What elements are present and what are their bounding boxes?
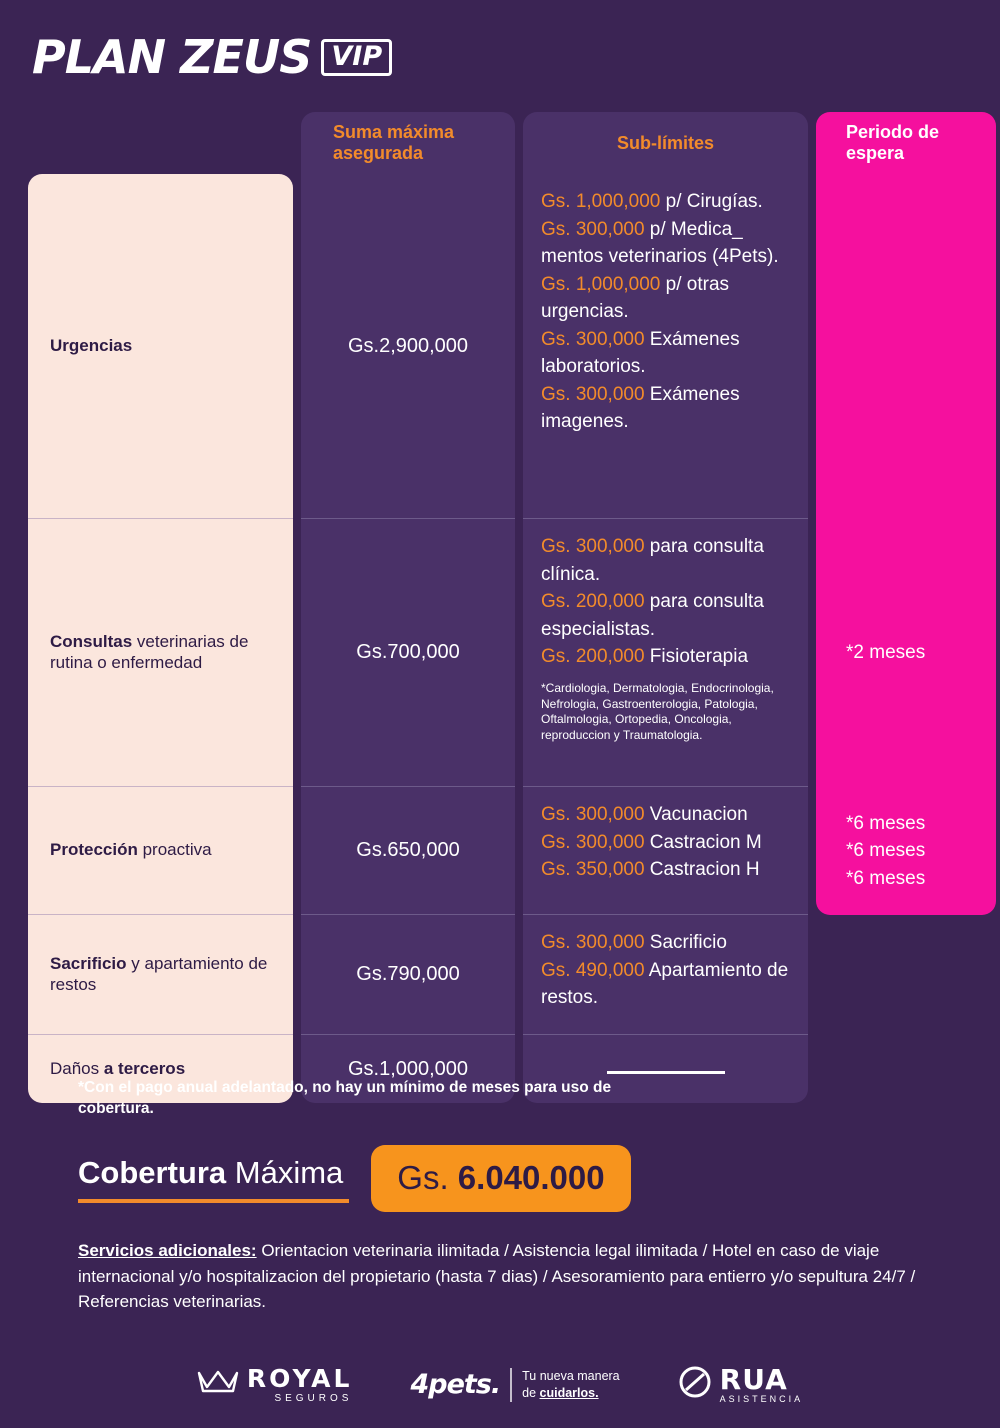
vip-badge: VIP — [321, 39, 392, 76]
table-column-max-sum — [301, 112, 515, 1103]
additional-services-text: Orientacion veterinaria ilimitada / Asistencia legal ilimitada / Hotel en caso de viaje internacional y/o hospitalizacion del propietario (hasta 7 dias) / Asesoramiento para entierro y/o sepultura 24/7 / Referencias veterinarias. — [78, 1241, 916, 1311]
footer-logos — [0, 1362, 1000, 1404]
wait-text: *6 meses — [846, 840, 926, 862]
concept-rest: proactiva — [137, 840, 212, 860]
pets-name: 4pets. — [410, 1369, 501, 1400]
table-row — [28, 915, 293, 1035]
sublimit-amount: Gs. 1,000,000 — [541, 273, 661, 295]
table-column-concepts — [28, 112, 293, 1103]
sublimit-amount: Gs. 1,000,000 — [541, 191, 661, 212]
sublimit-text: Apartamiento de restos. — [541, 959, 789, 1009]
sublimit-text: Fisioterapia — [644, 646, 749, 668]
coverage-label-rest: Máxima — [226, 1154, 344, 1190]
divider — [510, 1368, 512, 1402]
header-line-2: asegurada — [333, 143, 424, 163]
pets-tagline-line2-bold: cuidarlos. — [539, 1385, 599, 1400]
royal-name: ROYAL — [246, 1363, 353, 1393]
royal-subtitle: SEGUROS — [274, 1392, 353, 1404]
coverage-label — [78, 1155, 349, 1203]
column-header-max-sum — [301, 112, 515, 174]
logo-rua-asistencia — [678, 1362, 804, 1404]
sublimit-amount: Gs. 300,000 — [541, 383, 645, 405]
table-column-sublimits — [523, 112, 808, 1103]
sublimit-amount: Gs. 200,000 — [541, 646, 645, 668]
header-line-2: espera — [846, 143, 905, 163]
wait-cell — [816, 787, 996, 915]
concept-bold: Consultas — [50, 632, 133, 652]
column-header-waiting-period — [816, 112, 996, 174]
sublimits-cell — [523, 519, 808, 787]
table-row — [28, 519, 293, 787]
sublimit-amount: Gs. 350,000 — [541, 859, 645, 881]
sum-cell: Gs.650,000 — [301, 787, 515, 915]
concept-bold: Protección — [50, 840, 138, 860]
sublimit-text: p/ Cirugías. — [660, 191, 763, 212]
sublimit-text: p/ otras urgencias. — [541, 273, 730, 323]
header-line-1: Periodo de — [846, 122, 940, 143]
wait-text: *2 meses — [846, 642, 926, 664]
wait-text: *6 meses — [846, 867, 926, 889]
column-header-sublimits: Sub-límites — [523, 112, 808, 174]
sublimits-cell — [523, 174, 808, 519]
sublimit-amount: Gs. 300,000 — [541, 932, 645, 953]
plan-title-text: PLAN ZEUS — [32, 30, 312, 84]
logo-4pets — [410, 1368, 619, 1402]
pets-tagline-line2-prefix: de — [522, 1385, 540, 1400]
sublimit-text: Castracion M — [644, 831, 762, 853]
concept-plain: Daños — [50, 1058, 104, 1078]
sum-cell: Gs.2,900,000 — [301, 174, 515, 519]
rua-mark-icon — [678, 1365, 712, 1404]
sublimit-amount: Gs. 300,000 — [541, 804, 645, 825]
logo-royal-seguros — [197, 1363, 353, 1404]
sublimit-amount: Gs. 300,000 — [541, 218, 645, 240]
crown-icon — [197, 1369, 239, 1400]
column-header-concepts — [28, 112, 293, 174]
concept-bold: a terceros — [103, 1058, 186, 1078]
sublimits-cell — [523, 787, 808, 915]
sublimit-text: p/ Medica_ mentos veterinarios (4Pets). — [541, 218, 779, 268]
pets-tagline-line1: Tu nueva manera — [522, 1369, 620, 1384]
sublimit-amount: Gs. 200,000 — [541, 591, 645, 613]
sublimit-amount: Gs. 300,000 — [541, 831, 645, 853]
page-title — [32, 30, 392, 84]
specialties-note: *Cardiologia, Dermatologia, Endocrinologia, Nefrologia, Gastroenterologia, Patologia, Oftalmologia, Ortopedia, Oncologia, reproduccion y Traumatologia. — [541, 680, 774, 743]
header-line-1: Suma máxima — [333, 122, 455, 143]
footnote: *Con el pago anual adelantado, no hay un mínimo de meses para uso de cobertura. — [78, 1079, 612, 1117]
pets-tagline — [522, 1368, 620, 1401]
table-column-waiting-period — [816, 112, 996, 1103]
sum-cell: Gs.1,000,000 — [347, 1057, 469, 1080]
empty-dash — [607, 1071, 725, 1074]
additional-services-label: Servicios adicionales: — [78, 1241, 257, 1260]
sum-cell: Gs.790,000 — [301, 915, 515, 1035]
wait-cell — [816, 519, 996, 787]
rua-name: RUA — [719, 1362, 788, 1396]
sublimit-amount: Gs. 300,000 — [541, 536, 645, 557]
sublimit-text: Exámenes imagenes. — [541, 383, 740, 433]
sublimit-text: Sacrificio — [644, 932, 727, 953]
sublimit-amount: Gs. 490,000 — [541, 959, 645, 981]
wait-cell-empty — [816, 174, 996, 519]
concept-rest: veterinarias de rutina o enfermedad — [50, 632, 249, 672]
coverage-table — [28, 112, 972, 1103]
sublimit-text: para consulta especialistas. — [541, 591, 764, 640]
sublimit-text: para consulta clínica. — [541, 536, 764, 585]
table-row — [28, 174, 293, 519]
rua-subtitle: ASISTENCIA — [719, 1393, 804, 1404]
sublimits-cell — [523, 915, 808, 1035]
coverage-amount-value: 6.040.000 — [457, 1159, 605, 1196]
concept-bold: Urgencias — [50, 335, 133, 355]
coverage-amount-badge — [371, 1145, 630, 1212]
table-row — [28, 787, 293, 915]
wait-text: *6 meses — [846, 812, 926, 834]
coverage-amount-prefix: Gs. — [397, 1159, 458, 1196]
sublimit-amount: Gs. 300,000 — [541, 328, 645, 350]
coverage-label-bold: Cobertura — [78, 1154, 227, 1190]
sum-cell: Gs.700,000 — [301, 519, 515, 787]
sublimit-text: Vacunacion — [644, 804, 748, 825]
concept-rest: y apartamiento de restos — [50, 954, 268, 994]
additional-services — [78, 1238, 948, 1315]
sublimit-text: Castracion H — [644, 859, 760, 881]
coverage-summary — [78, 1145, 631, 1212]
sublimit-text: Exámenes laboratorios. — [541, 328, 740, 378]
concept-bold: Sacrificio — [50, 954, 127, 974]
